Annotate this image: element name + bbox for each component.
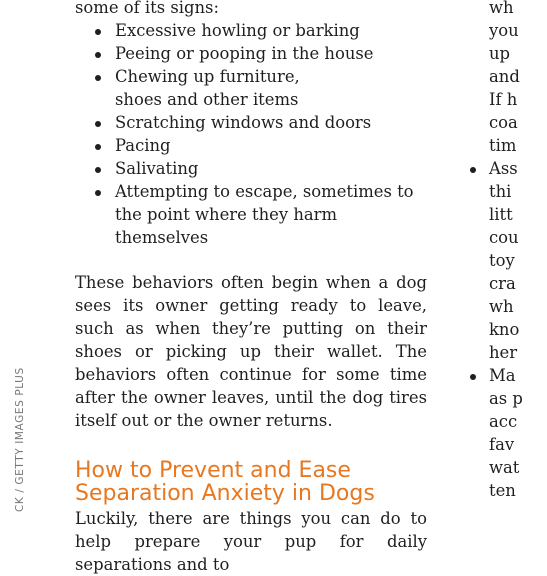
list-item: Pacing [75, 134, 427, 157]
right-line: fav [489, 435, 515, 454]
right-line: cra [489, 274, 516, 293]
list-item: Salivating [75, 157, 427, 180]
signs-list [75, 19, 427, 249]
list-item: Excessive howling or barking [75, 19, 427, 42]
right-line: cou [489, 228, 519, 247]
right-line: toy [489, 251, 515, 270]
right-line: ten [489, 481, 516, 500]
right-line: thi [489, 182, 512, 201]
right-line: up [489, 44, 511, 63]
right-line: wh [489, 297, 514, 316]
body-paragraph-2: Luckily, there are things you can do to help prepare your pup for daily separations and to [75, 509, 427, 574]
right-line: and [489, 67, 520, 86]
right-line: wh [489, 0, 514, 17]
body-paragraph: These behaviors often begin when a dog sees its owner getting ready to leave, such as when they’re putting on their shoes or picking up their wallet. The behaviors often continue for some time after the owner leaves, until the dog tires itself out or the owner returns. [75, 273, 427, 430]
right-line: tim [489, 136, 517, 155]
right-bullet-line: Ma [467, 364, 547, 387]
list-item: Peeing or pooping in the house [75, 42, 427, 65]
right-line: acc [489, 412, 518, 431]
right-line: you [489, 21, 519, 40]
list-item: Chewing up furniture, shoes and other items [75, 65, 325, 111]
section-heading: How to Prevent and Ease Separation Anxiety in Dogs [75, 458, 375, 506]
right-line: her [489, 343, 518, 362]
right-line: coa [489, 113, 518, 132]
right-line: kno [489, 320, 520, 339]
right-column [467, 0, 547, 502]
right-bullet-line: Ass [467, 157, 547, 180]
right-line: as p [489, 389, 523, 408]
intro-text: some of its signs: [75, 0, 219, 17]
left-column [75, 0, 427, 576]
list-item: Attempting to escape, sometimes to the point where they harm themselves [75, 180, 427, 249]
right-line: wat [489, 458, 520, 477]
right-line: If h [489, 90, 518, 109]
list-item: Scratching windows and doors [75, 111, 427, 134]
right-line: litt [489, 205, 513, 224]
photo-credit: CK / GETTY IMAGES PLUS [14, 367, 26, 512]
